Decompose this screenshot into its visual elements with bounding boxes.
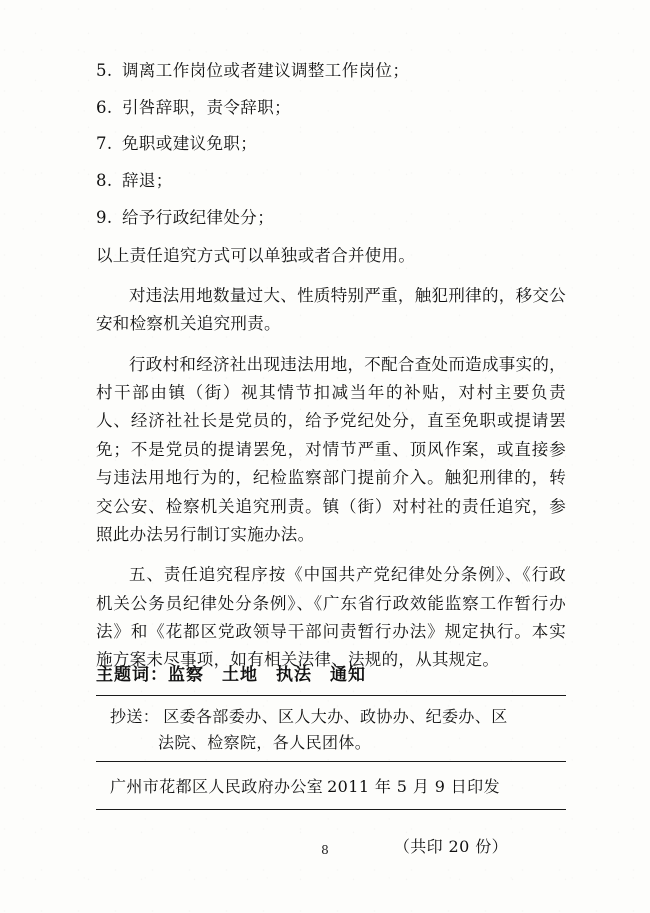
distribution-line-1: 区委各部委办、区人大办、政协办、纪委办、区	[163, 707, 508, 726]
distribution-row	[96, 704, 566, 730]
paragraph-procedures: 五、责任追究程序按《中国共产党纪律处分条例》、《行政机关公务员纪律处分条例》、《广东省行政效能监察工作暂行办法》和《花都区党政领导干部问责暂行办法》规定执行。本实施方案未尽事项，如有相关法律、法规的，从其规定。	[96, 565, 566, 670]
list-item-text: 给予行政纪律处分；	[122, 207, 275, 227]
list-item-number: 6.	[96, 97, 113, 117]
keywords-line	[96, 660, 566, 685]
distribution-label: 抄送：	[110, 707, 160, 726]
list-item-text: 调离工作岗位或者建议调整工作岗位；	[122, 61, 410, 80]
list-item	[96, 168, 566, 195]
keywords-value: 监察 土地 执法 通知	[168, 665, 366, 685]
issuer-row	[96, 770, 566, 803]
list-item-text: 免职或建议免职；	[122, 134, 258, 154]
list-item	[96, 131, 566, 158]
issuer-name: 广州市花都区人民政府办公室	[110, 777, 324, 797]
list-item-number: 8.	[96, 171, 113, 191]
list-item-text: 辞退；	[122, 171, 173, 191]
list-item-text: 引咎辞职，责令辞职；	[122, 97, 291, 117]
list-item	[96, 95, 566, 122]
distribution-line-2: 法院、检察院，各人民团体。	[158, 732, 372, 752]
document-body	[96, 58, 566, 679]
document-footer	[96, 660, 566, 857]
list-item-number: 7.	[96, 134, 113, 154]
print-count: （共印 20 份）	[393, 837, 508, 857]
paragraph-criminal-referral: 对违法用地数量过大、性质特别严重，触犯刑律的，移交公安和检察机关追究刑责。	[96, 285, 566, 334]
divider-middle	[96, 761, 566, 762]
page-number: 8	[321, 843, 329, 857]
keywords-label: 主题词：	[96, 665, 168, 685]
paragraph-village-accountability: 行政村和经济社出现违法用地，不配合查处而造成事实的，村干部由镇（街）视其情节扣减当年的补贴，对村主要负责人、经济社社长是党员的，给予党纪处分，直至免职或提请罢免；不是党员的提请罢免，对情节严重、顶风作案，或直接参与违法用地行为的，纪检监察部门提前介入。触犯刑律的，转交公安、检察机关追究刑责。镇（街）对村社的责任追究，参照此办法另行制订实施办法。	[96, 354, 566, 544]
list-item-number: 9.	[96, 207, 113, 227]
paragraph-summary: 以上责任追究方式可以单独或者合并使用。	[96, 245, 416, 265]
list-item	[96, 58, 566, 85]
list-item-number: 5.	[96, 61, 113, 80]
divider-bottom	[96, 809, 566, 810]
list-item	[96, 205, 566, 232]
divider-top	[96, 695, 566, 696]
issue-date: 2011 年 5 月 9 日印发	[327, 777, 500, 797]
